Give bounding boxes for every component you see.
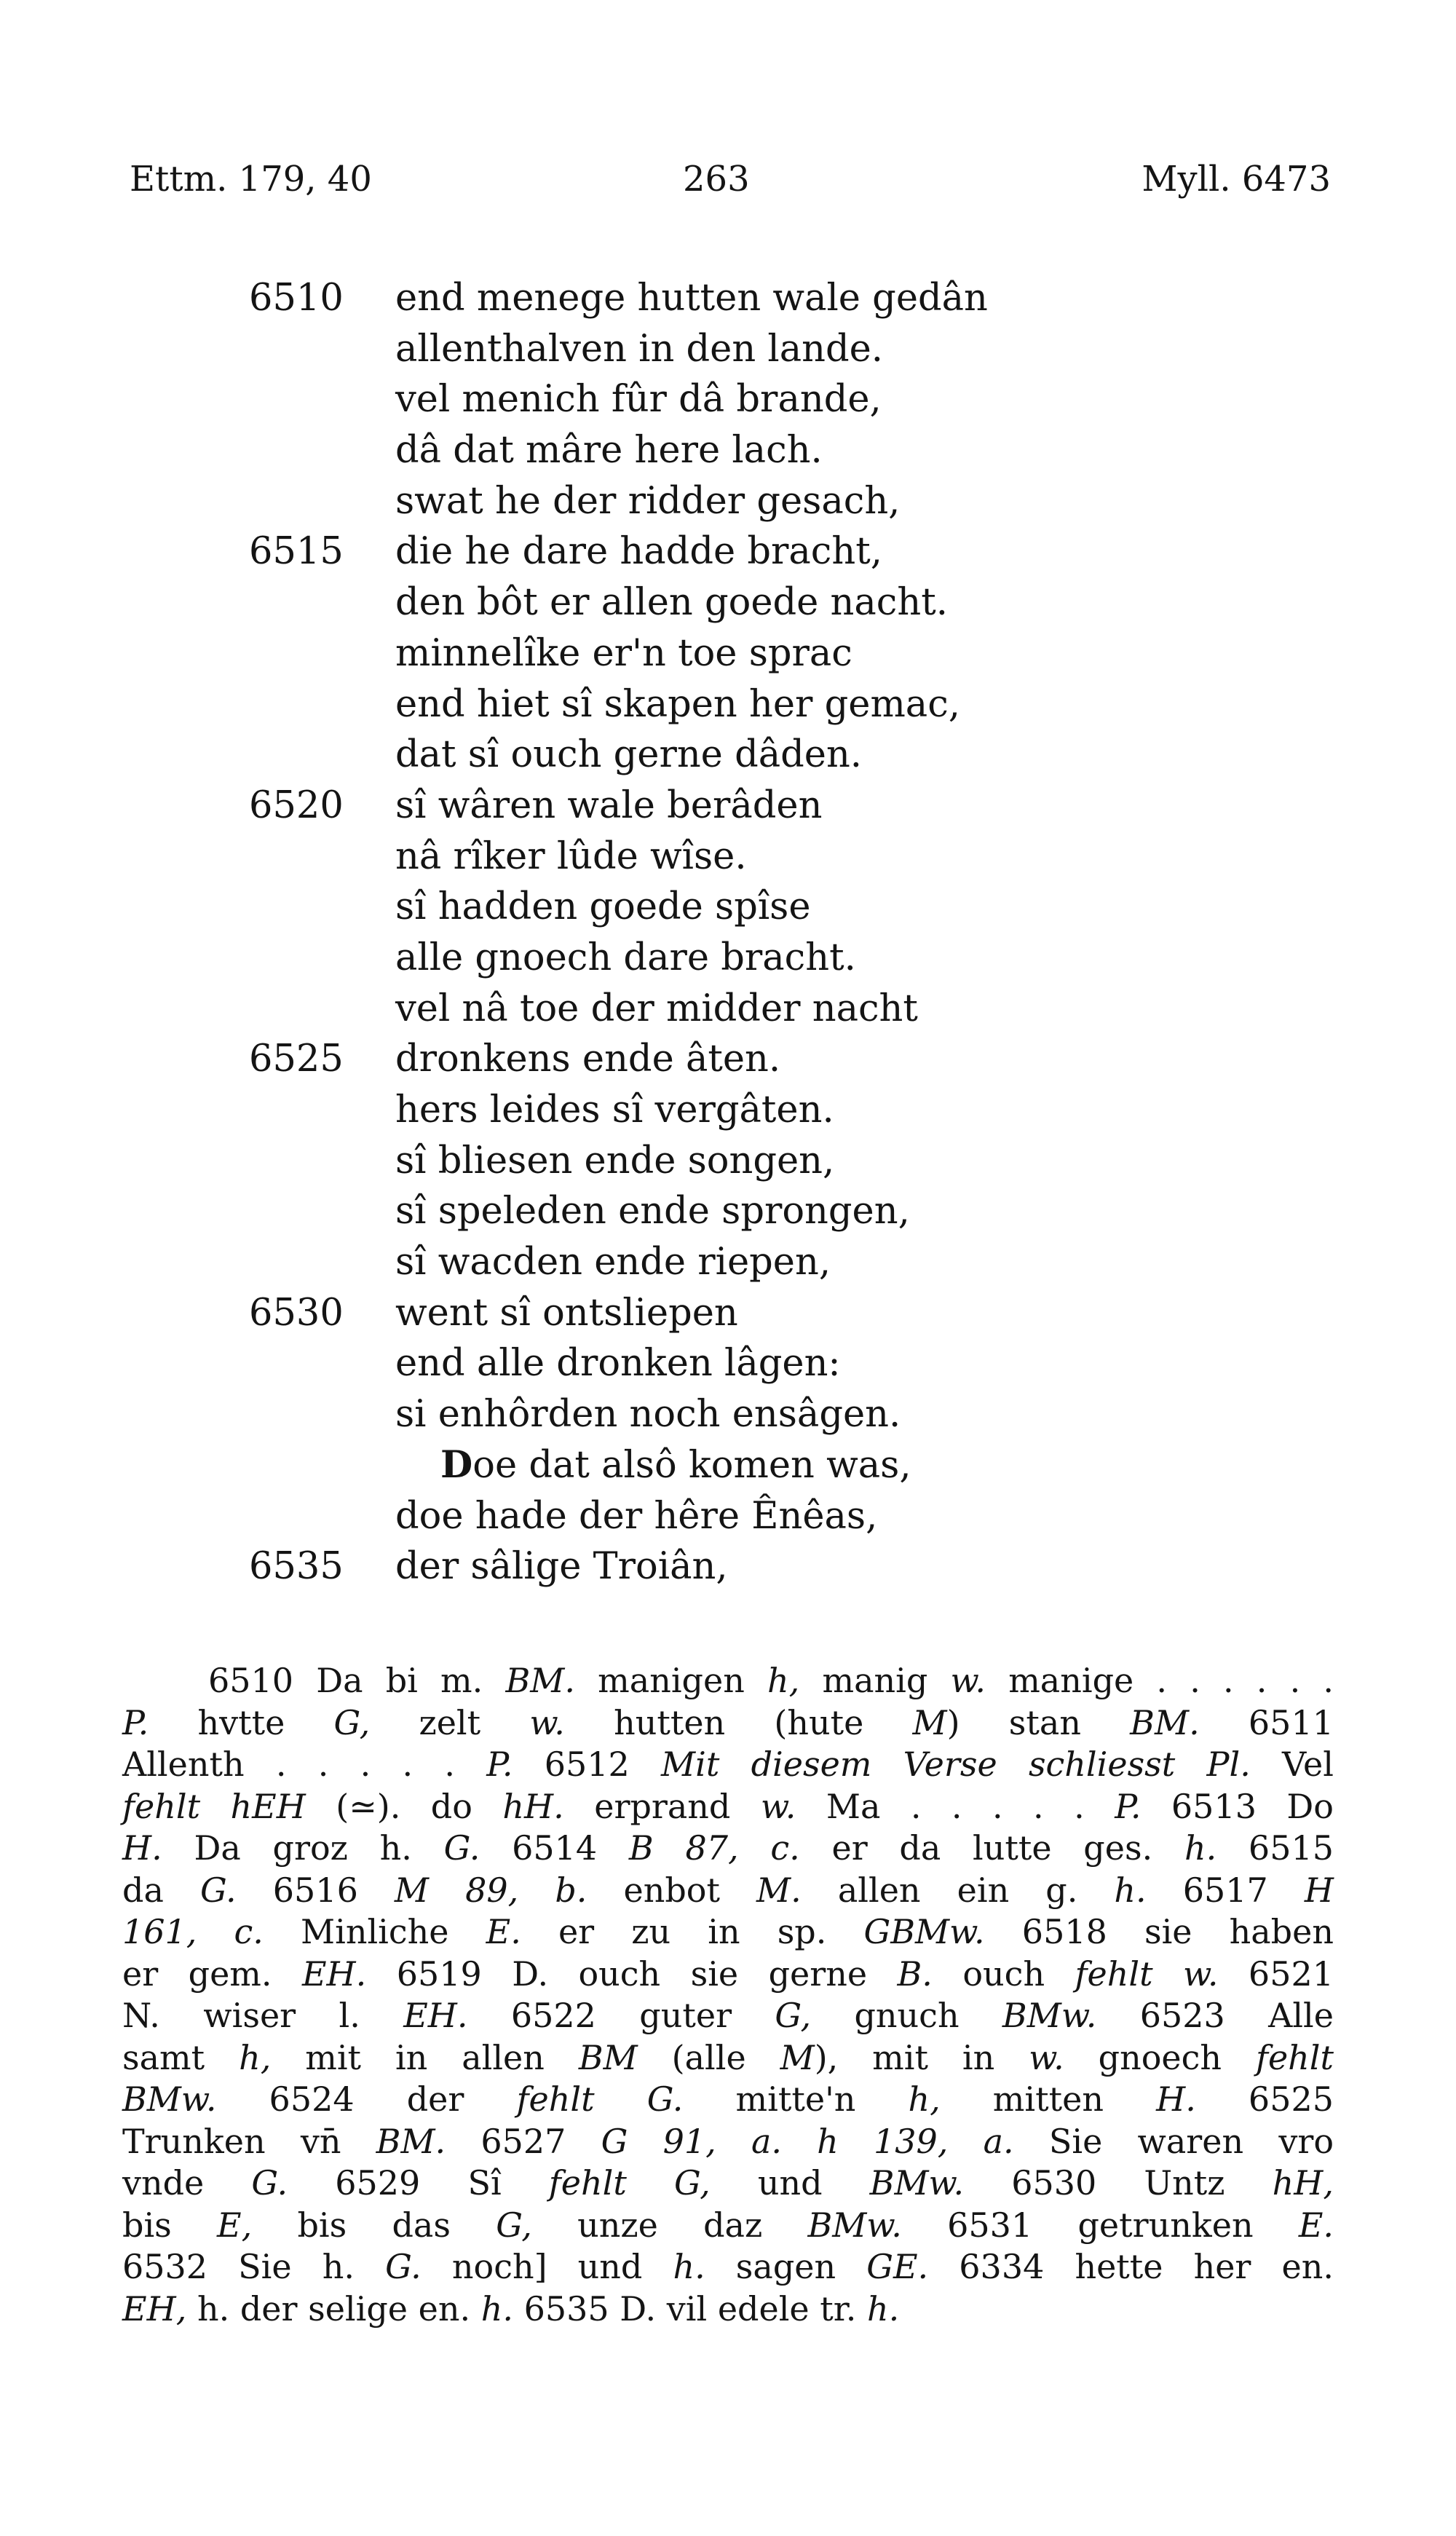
apparatus-text: 6532 Sie h. [122,2247,386,2286]
header-left-reference: Ettm. 179, 40 [130,159,372,200]
apparatus-text: ), mit in [814,2037,1029,2077]
verse-line [0,1491,1456,1542]
verse-number: 6535 [249,1545,344,1589]
apparatus-text: allen ein g. [801,1870,1115,1910]
verse-line [0,933,1456,984]
siglum-italic: B 87, c. [628,1828,800,1868]
apparatus-text: manig [799,1661,951,1700]
verse-line [0,1237,1456,1288]
siglum-italic: M 89, b. [394,1870,587,1910]
apparatus-text: zelt [370,1702,530,1742]
verse-line [0,679,1456,730]
siglum-italic: hH, [1272,2163,1334,2203]
verse-line [0,577,1456,628]
siglum-italic: w. [529,1702,565,1742]
siglum-italic: M [912,1702,947,1742]
apparatus-text: h. der selige en. [186,2288,481,2328]
apparatus-line [122,2121,1334,2163]
apparatus-text: gnoech [1064,2037,1256,2077]
siglum-italic: fehlt G. [516,2079,684,2119]
siglum-italic: Mit diesem Verse schliesst Pl. [661,1745,1251,1784]
apparatus-text: 6334 hette her en. [928,2247,1334,2286]
apparatus-text: 6511 [1199,1702,1334,1742]
apparatus-line [122,1995,1334,2037]
verse-line [0,882,1456,933]
apparatus-line [122,1911,1334,1954]
siglum-italic: GBMw. [863,1912,985,1951]
verse-line [0,1338,1456,1389]
apparatus-text: sagen [705,2247,867,2286]
verse-text: dronkens ende âten. [395,1038,781,1081]
siglum-italic: fehlt G, [548,2163,711,2203]
siglum-italic: EH. [301,1954,367,1994]
apparatus-text: vnde [122,2163,252,2203]
siglum-italic: H [1304,1870,1334,1910]
siglum-italic: BMw. [869,2163,965,2203]
siglum-italic: w. [1029,2037,1064,2077]
apparatus-text: gnuch [811,1996,1002,2035]
apparatus-text: 6521 [1218,1954,1334,1994]
critical-apparatus [122,1660,1334,2330]
verse-text: minnelîke er'n toe sprac [395,631,852,675]
siglum-italic: h. [480,2288,513,2328]
verse-line [0,1136,1456,1187]
apparatus-text: bis das [252,2205,496,2245]
siglum-italic: G. [199,1870,237,1910]
apparatus-text: er zu in sp. [521,1912,864,1951]
apparatus-line [122,2246,1334,2288]
apparatus-text: N. wiser l. [122,1996,404,2035]
siglum-italic: G. [251,2163,288,2203]
verse-line [0,1288,1456,1339]
apparatus-text: Ma . . . . . [796,1786,1115,1826]
verse-line [0,324,1456,375]
apparatus-text: 6517 [1146,1870,1305,1910]
apparatus-text: 6518 sie haben [984,1912,1334,1951]
siglum-italic: BM. [505,1661,575,1700]
apparatus-text: 6510 Da bi m. [208,1661,506,1700]
siglum-italic: P. [122,1702,149,1742]
verse-line [0,1186,1456,1237]
siglum-italic: w. [950,1661,986,1700]
verse-text: end hiet sî skapen her gemac, [395,682,960,726]
verse-line [0,628,1456,679]
apparatus-text: 6527 [446,2121,601,2161]
apparatus-line [122,1660,1334,1702]
verse-text: dâ dat mâre here lach. [395,429,823,473]
siglum-italic: E. [1298,2205,1334,2245]
siglum-italic: E. [486,1912,521,1951]
apparatus-text: (≃). do [305,1786,503,1826]
siglum-italic: BM. [376,2121,446,2161]
apparatus-text: hutten (hute [564,1702,913,1742]
apparatus-line [122,1954,1334,1996]
apparatus-text: 6524 der [216,2079,517,2119]
apparatus-text: 6512 [513,1745,662,1784]
siglum-italic: G 91, a. h 139, a. [601,2121,1014,2161]
verse-line [0,526,1456,577]
apparatus-line [122,2037,1334,2079]
apparatus-line [122,2288,1334,2331]
verse-line [0,425,1456,476]
siglum-italic: E, [217,2205,253,2245]
verse-line [0,1541,1456,1592]
siglum-italic: hH. [502,1786,564,1826]
siglum-italic: G. [443,1828,480,1868]
siglum-italic: w. [760,1786,796,1826]
apparatus-text: 6513 Do [1141,1786,1334,1826]
siglum-italic: B. [897,1954,933,1994]
apparatus-text: da [122,1870,200,1910]
apparatus-text: 6523 Alle [1096,1996,1334,2035]
siglum-italic: M [780,2037,815,2077]
running-header [130,159,1331,210]
siglum-italic: h. [1114,1870,1147,1910]
apparatus-line [122,1702,1334,1745]
siglum-italic: H. [1156,2079,1196,2119]
apparatus-text: er gem. [122,1954,302,1994]
apparatus-text: noch] und [421,2247,673,2286]
apparatus-line [122,1744,1334,1786]
verse-line [0,476,1456,527]
verse-line [0,1440,1456,1491]
siglum-italic: G, [333,1702,371,1742]
apparatus-text: 6516 [236,1870,395,1910]
verse-number: 6510 [249,277,344,320]
apparatus-text: er da lutte ges. [799,1828,1184,1868]
siglum-italic: G, [775,1996,812,2035]
siglum-italic: h, [767,1661,800,1700]
apparatus-line [122,1786,1334,1828]
verse-number: 6520 [249,783,344,827]
siglum-italic: G, [496,2205,532,2245]
siglum-italic: h. [673,2247,705,2286]
verse-text: allenthalven in den lande. [395,327,884,371]
siglum-italic: EH. [403,1996,468,2035]
siglum-italic: 161, c. [122,1912,264,1951]
siglum-italic: h, [908,2079,941,2119]
verse-text: si enhôrden noch ensâgen. [395,1393,901,1437]
verse-text: der sâlige Troiân, [395,1545,728,1589]
siglum-italic: BM. [1130,1702,1200,1742]
siglum-italic: fehlt hEH [122,1786,306,1826]
apparatus-text: Da groz h. [162,1828,444,1868]
verse-text: vel nâ toe der midder nacht [395,987,918,1030]
apparatus-text: Sie waren vro [1013,2121,1334,2161]
apparatus-text: mitte'n [683,2079,909,2119]
verse-text: end menege hutten wale gedân [395,277,988,320]
initial-capital: D [440,1442,473,1487]
apparatus-text: mit in allen [271,2037,579,2077]
apparatus-text: bis [122,2205,218,2245]
apparatus-line [122,2162,1334,2205]
apparatus-text: und [710,2163,870,2203]
verse-text: sî speleden ende sprongen, [395,1190,910,1233]
apparatus-text: 6529 Sî [288,2163,549,2203]
siglum-italic: BMw. [1002,1996,1097,2035]
apparatus-text: erprand [563,1786,761,1826]
siglum-italic: h. [1184,1828,1217,1868]
siglum-italic: fehlt [1255,2037,1334,2077]
siglum-italic: BM [578,2037,638,2077]
verse-line [0,1389,1456,1440]
verse-line [0,984,1456,1035]
siglum-italic: GE. [866,2247,929,2286]
verse-line [0,781,1456,831]
siglum-italic: H. [122,1828,162,1868]
apparatus-text: 6515 [1216,1828,1334,1868]
verse-text: alle gnoech dare bracht. [395,936,856,979]
verse-number: 6530 [249,1291,344,1335]
apparatus-text: (alle [637,2037,780,2077]
apparatus-line [122,2205,1334,2247]
verse-line [0,831,1456,882]
apparatus-text: 6535 D. vil edele tr. [513,2288,867,2328]
verse-text: die he dare hadde bracht, [395,530,882,574]
siglum-italic: P. [486,1745,513,1784]
apparatus-text: Minliche [263,1912,486,1951]
verse-line [0,374,1456,425]
siglum-italic: P. [1115,1786,1142,1826]
verse-line [0,1034,1456,1085]
apparatus-text: samt [122,2037,240,2077]
verse-text: swat he der ridder gesach, [395,479,901,523]
apparatus-text: 6531 getrunken [901,2205,1299,2245]
verse-text: dat sî ouch gerne dâden. [395,733,863,777]
apparatus-text: Trunken vn̄ [122,2121,376,2161]
verse-text: went sî ontsliepen [395,1291,738,1335]
apparatus-line [122,1870,1334,1912]
siglum-italic: M. [756,1870,802,1910]
header-right-reference: Myll. 6473 [1142,159,1331,200]
verse-block [0,273,1456,1592]
apparatus-text: 6525 [1195,2079,1334,2119]
apparatus-line [122,2079,1334,2121]
siglum-italic: BMw. [807,2205,902,2245]
apparatus-text: ) stan [946,1702,1131,1742]
apparatus-text: 6514 [480,1828,629,1868]
verse-text: sî hadden goede spîse [395,885,811,929]
verse-text: vel menich fûr dâ brande, [395,378,882,422]
verse-line [0,1085,1456,1136]
verse-number: 6525 [249,1038,344,1081]
verse-text: Doe dat alsô komen was, [440,1442,911,1487]
verse-text: sî wacden ende riepen, [395,1241,831,1284]
page-number: 263 [683,159,750,200]
siglum-italic: h, [239,2037,272,2077]
verse-text: doe hade der hêre Ênêas, [395,1494,878,1538]
apparatus-text: mitten [940,2079,1157,2119]
apparatus-text: unze daz [531,2205,808,2245]
siglum-italic: EH, [122,2288,187,2328]
apparatus-text: manigen [575,1661,768,1700]
siglum-italic: BMw. [122,2079,217,2119]
siglum-italic: G. [385,2247,422,2286]
apparatus-line [122,1828,1334,1870]
apparatus-text: enbot [587,1870,757,1910]
verse-text: nâ rîker lûde wîse. [395,834,747,878]
verse-text: sî wâren wale berâden [395,783,823,827]
apparatus-text: 6519 D. ouch sie gerne [366,1954,898,1994]
verse-text: den bôt er allen goede nacht. [395,581,948,625]
apparatus-text: hvtte [149,1702,334,1742]
verse-text: sî bliesen ende songen, [395,1139,835,1182]
verse-line [0,730,1456,781]
verse-line [0,273,1456,324]
apparatus-text: ouch [932,1954,1075,1994]
apparatus-text: Vel [1250,1745,1334,1784]
apparatus-text: 6530 Untz [964,2163,1273,2203]
siglum-italic: h. [866,2288,900,2328]
verse-text: end alle dronken lâgen: [395,1342,841,1386]
apparatus-text: Allenth . . . . . [122,1745,487,1784]
apparatus-text: manige . . . . . . [986,1661,1334,1700]
apparatus-text: 6522 guter [467,1996,775,2035]
siglum-italic: fehlt w. [1075,1954,1219,1994]
verse-number: 6515 [249,530,344,574]
verse-text: hers leides sî vergâten. [395,1089,834,1131]
